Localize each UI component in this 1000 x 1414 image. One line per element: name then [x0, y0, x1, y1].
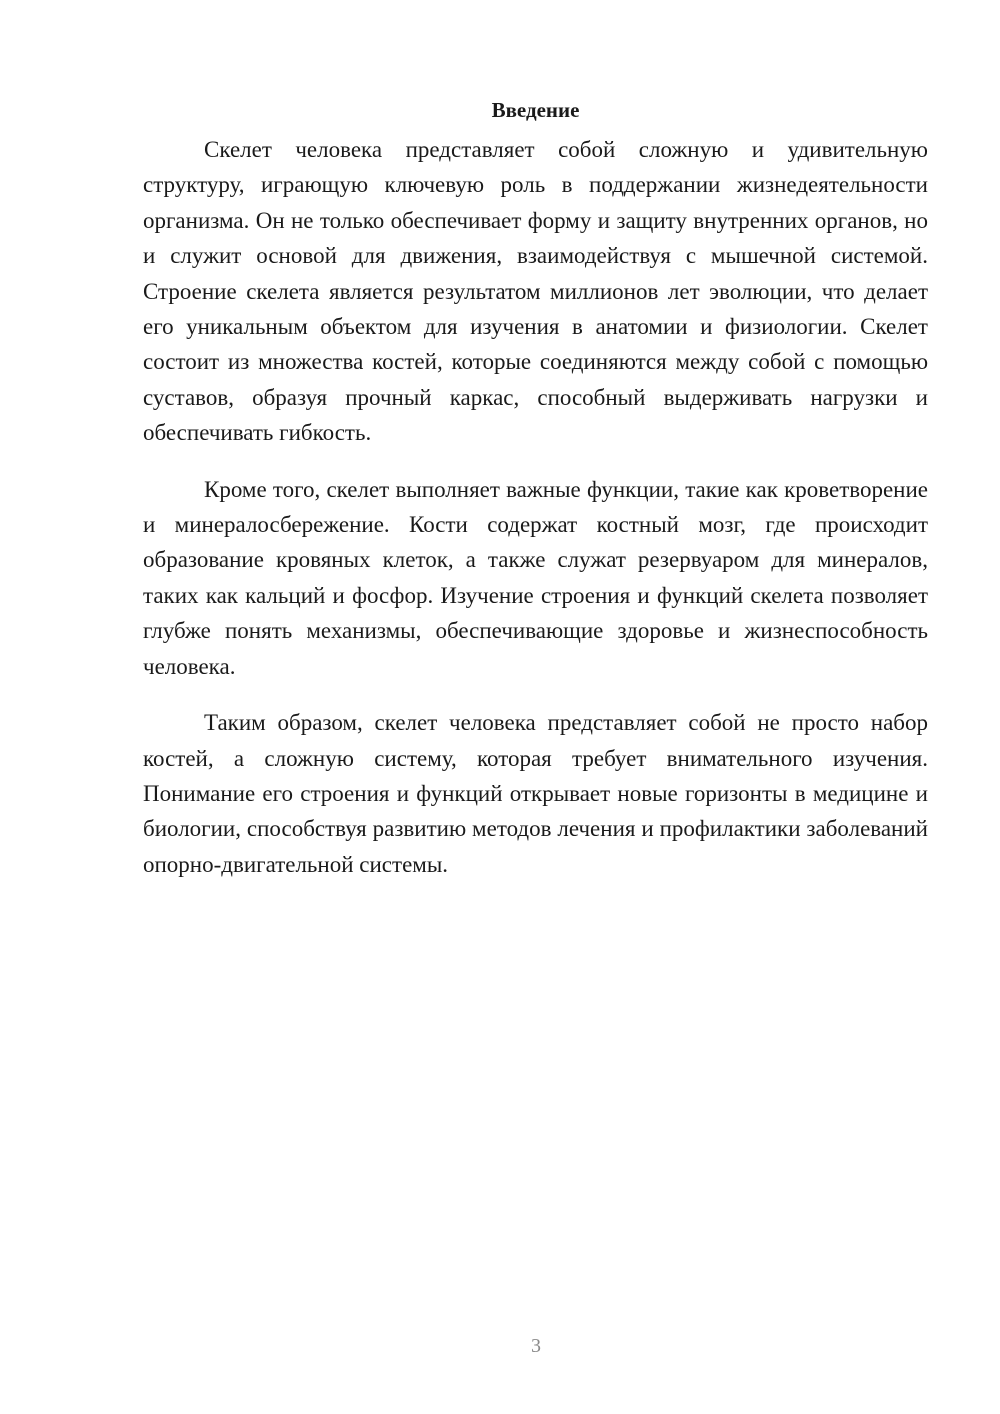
paragraph-1: Скелет человека представляет собой сложную и удивительную структуру, играющую ключевую роль в поддержании жизнедеятельности организма. Он не только обеспечивает форму и защиту внутренних органов, но и служит основой для движения, взаимодействуя с мышечной системой. Строение скелета является результатом миллионов лет эволюции, что делает его уникальным объектом для изучения в анатомии и физиологии. Скелет состоит из множества костей, которые соединяются между собой с помощью суставов, образуя прочный каркас, способный выдерживать нагрузки и обеспечивать гибкость. — [143, 137, 928, 446]
page-number: 3 — [531, 1335, 541, 1357]
page-body — [143, 92, 928, 903]
paragraph-3: Таким образом, скелет человека представляет собой не просто набор костей, а сложную систему, которая требует внимательного изучения. Понимание его строения и функций открывает новые горизонты в медицине и биологии, способствуя развитию методов лечения и профилактики заболеваний опорно-двигательной системы. — [143, 710, 928, 877]
section-heading: Введение — [491, 98, 580, 122]
paragraph-2: Кроме того, скелет выполняет важные функции, такие как кроветворение и минералосбережение. Кости содержат костный мозг, где происходит образование кровяных клеток, а также служат резервуаром для минералов, таких как кальций и фосфор. Изучение строения и функций скелета позволяет глубже понять механизмы, обеспечивающие здоровье и жизнеспособность человека. — [143, 476, 928, 679]
